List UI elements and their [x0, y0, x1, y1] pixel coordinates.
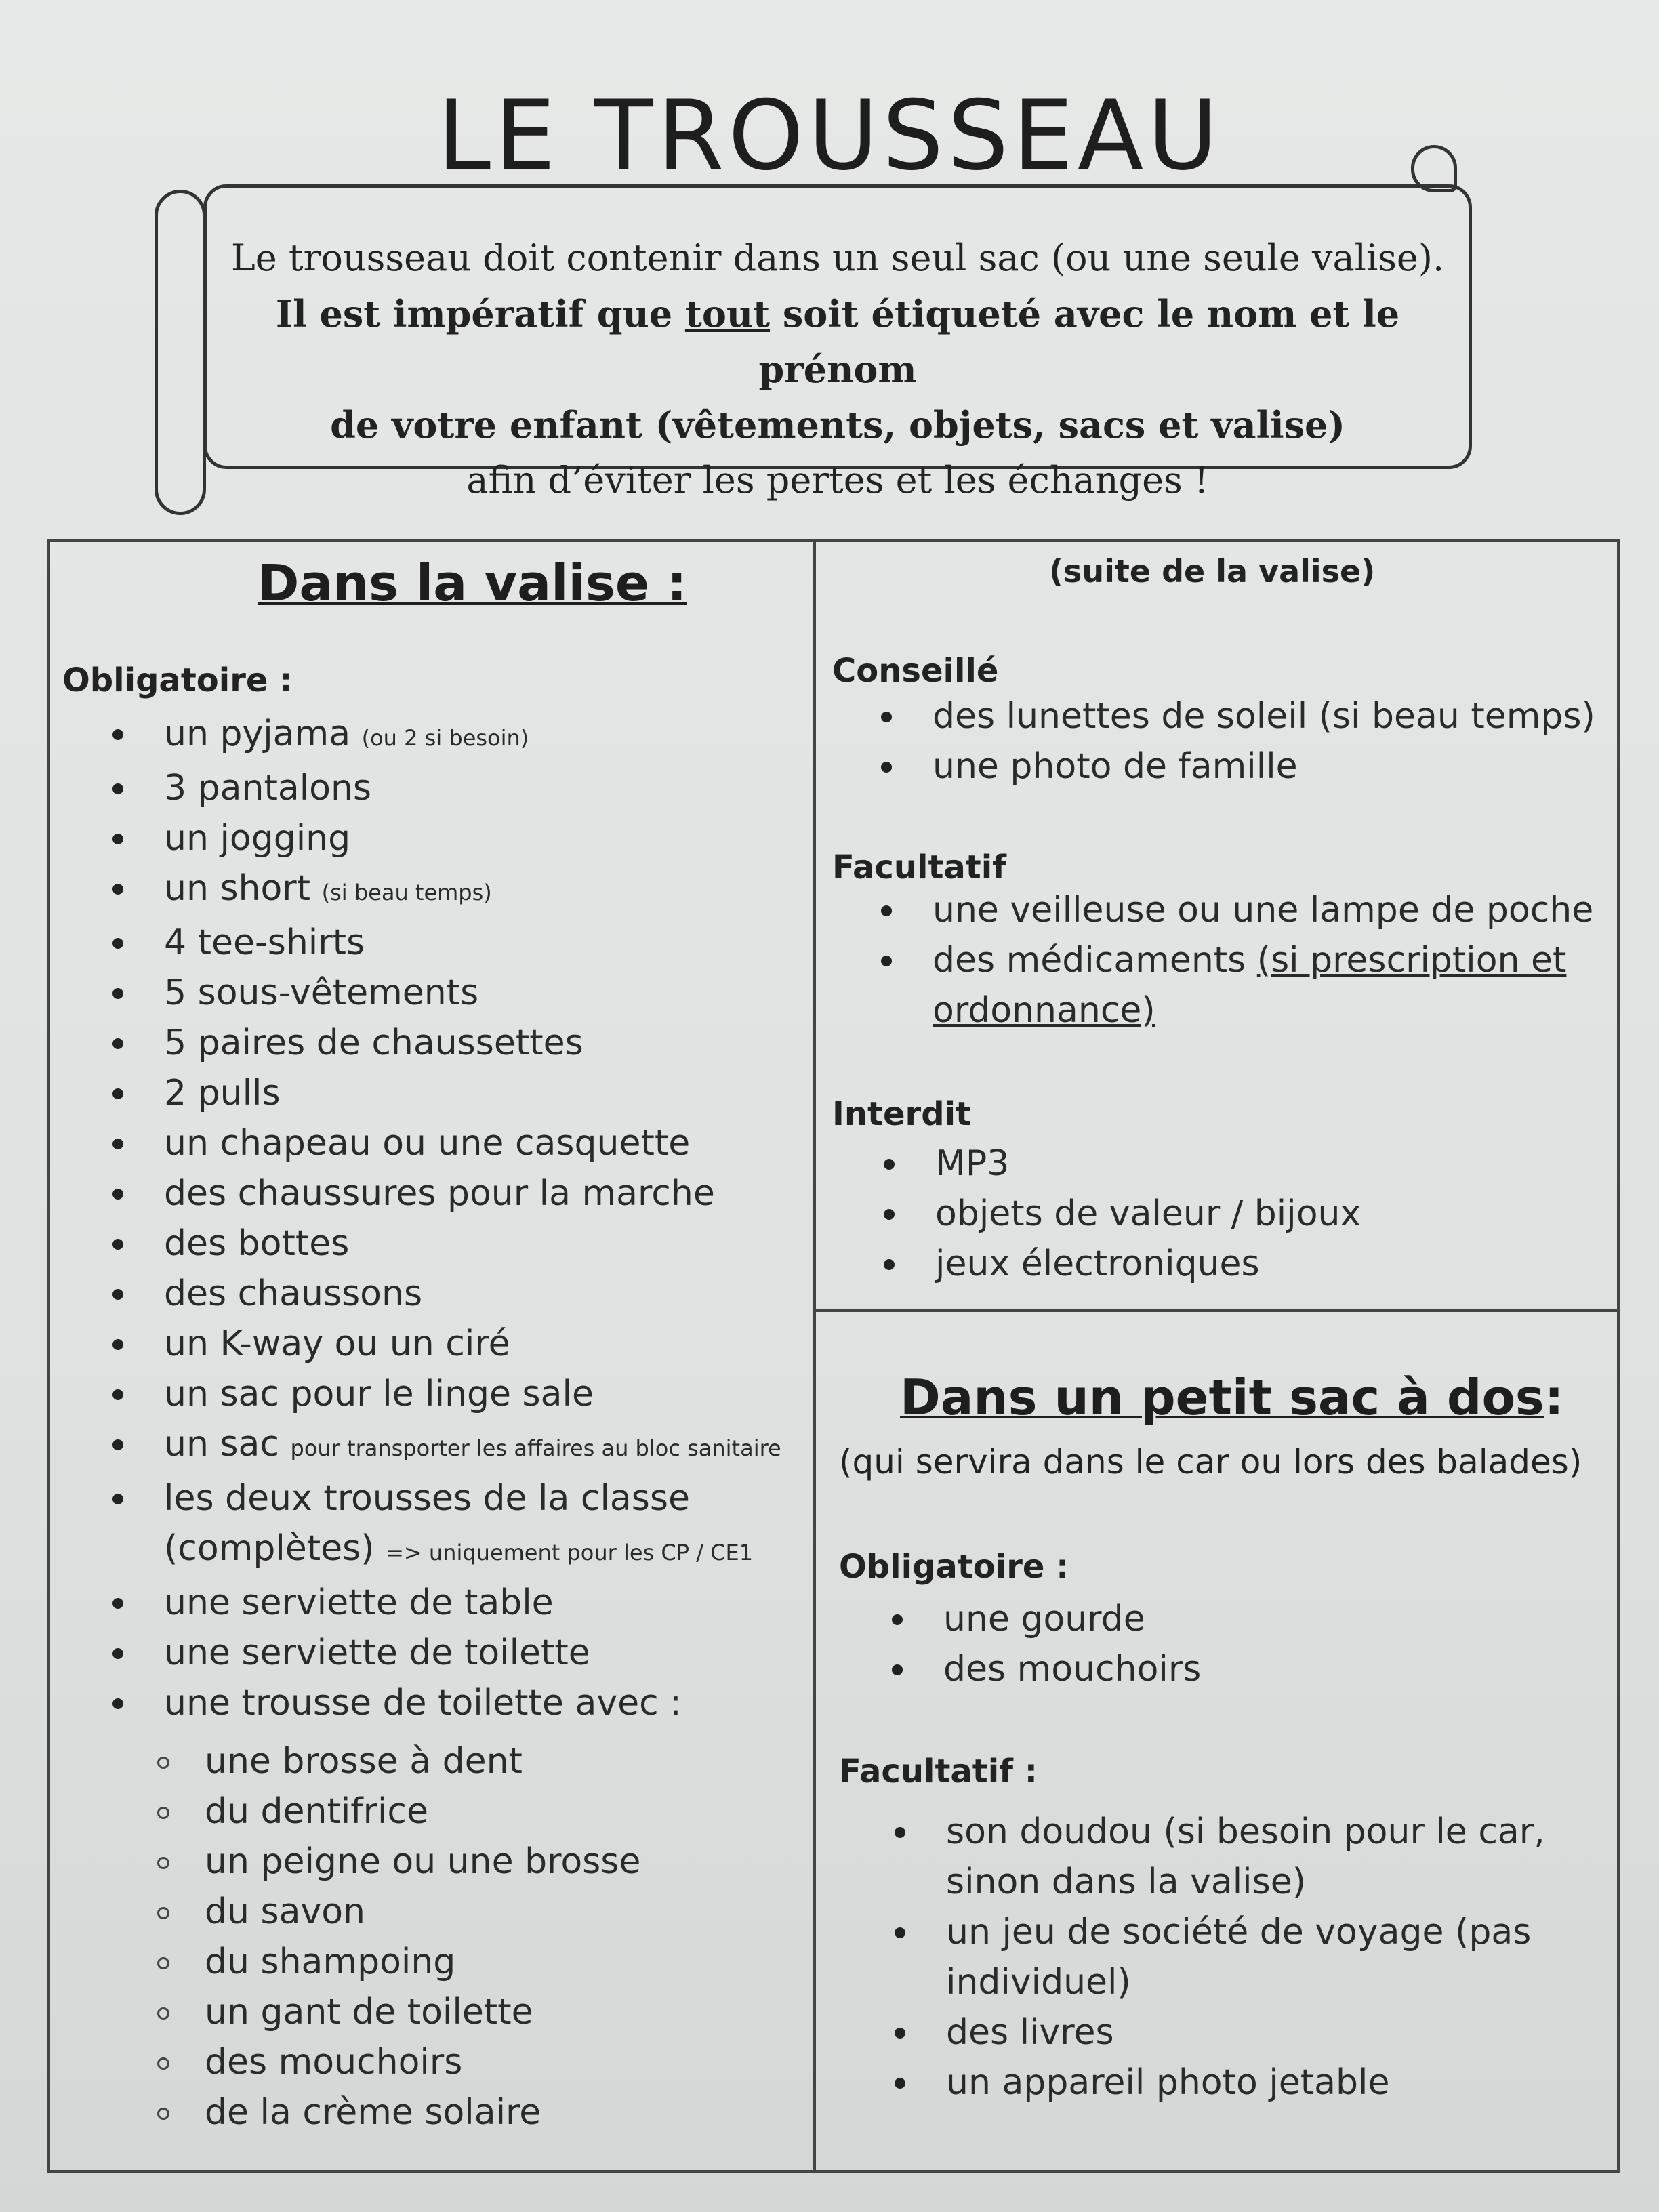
valise-list [164, 709, 781, 1728]
sac-facultatif-list-wrap [946, 1807, 1545, 2108]
interdit-list [935, 1139, 1361, 1289]
list-item: du dentifrice [205, 1786, 640, 1837]
page-title: LE TROUSSEAU [436, 80, 1223, 192]
list-item: de la crème solaire [205, 2087, 640, 2137]
banner-line-2 [203, 286, 1472, 397]
sac-facultatif-list [946, 1807, 1545, 2108]
list-item: un pyjama (ou 2 si besoin) [164, 709, 781, 763]
toilette-list [205, 1736, 640, 2137]
list-item: 4 tee-shirts [164, 918, 781, 968]
interdit-list-wrap [935, 1139, 1361, 1289]
list-item: jeux électroniques [935, 1239, 1361, 1289]
banner-line-1: Le trousseau doit contenir dans un seul sac (ou une seule valise). [230, 237, 1445, 279]
conseille-label: Conseillé [832, 652, 999, 690]
list-item-continuation: (complètes) => uniquement pour les CP / CE1 [164, 1528, 754, 1569]
list-item: une brosse à dent [205, 1736, 640, 1786]
valise-heading-wrap [258, 554, 687, 613]
facultatif-list [933, 885, 1593, 1036]
facultatif-list-wrap [933, 885, 1593, 1036]
list-item: une trousse de toilette avec : [164, 1678, 781, 1728]
scroll-roll-left-decoration [155, 190, 206, 515]
list-item: une serviette de toilette [164, 1628, 781, 1678]
list-item: des mouchoirs [205, 2037, 640, 2087]
list-item-continuation: ordonnance) [933, 990, 1155, 1031]
facultatif-label: Facultatif [832, 848, 1007, 886]
list-item: 2 pulls [164, 1068, 781, 1118]
sac-note-wrap [839, 1442, 1582, 1481]
list-item: des médicaments (si prescription et [933, 935, 1593, 985]
banner-line-3: de votre enfant (vêtements, objets, sacs et valise) [330, 403, 1345, 447]
list-item: un chapeau ou une casquette [164, 1118, 781, 1168]
list-item: un appareil photo jetable [946, 2057, 1545, 2108]
list-item: un K-way ou un ciré [164, 1319, 781, 1369]
list-item: les deux trousses de la classe [164, 1473, 781, 1523]
table-row-divider [816, 1309, 1620, 1312]
sac-facultatif-label-wrap [839, 1753, 1038, 1790]
sac-obligatoire-list [943, 1594, 1201, 1694]
list-item: des bottes [164, 1218, 781, 1269]
list-item: 5 sous-vêtements [164, 968, 781, 1018]
list-item: un short (si beau temps) [164, 863, 781, 918]
list-item: du shampoing [205, 1937, 640, 1987]
list-item: des chaussures pour la marche [164, 1168, 781, 1218]
list-item: des lunettes de soleil (si beau temps) [933, 691, 1595, 741]
suite-heading-wrap [1049, 553, 1375, 590]
list-item: son doudou (si besoin pour le car, [946, 1807, 1545, 1857]
list-item: une veilleuse ou une lampe de poche [933, 885, 1593, 935]
valise-list-wrap [164, 709, 781, 1728]
list-item: des livres [946, 2007, 1545, 2057]
list-item: une serviette de table [164, 1578, 781, 1628]
list-item: 3 pantalons [164, 763, 781, 813]
conseille-label-wrap [832, 652, 998, 690]
sac-heading-wrap [900, 1369, 1564, 1426]
sac-note: (qui servira dans le car ou lors des balades) [839, 1442, 1582, 1481]
list-item-continuation: individuel) [946, 1962, 1131, 2003]
valise-heading: Dans la valise : [258, 554, 687, 613]
sac-obligatoire-label-wrap [839, 1548, 1069, 1586]
list-item: des mouchoirs [943, 1644, 1201, 1694]
list-item: MP3 [935, 1139, 1361, 1189]
conseille-list-wrap [933, 691, 1595, 792]
interdit-label-wrap [832, 1095, 971, 1133]
sac-facultatif-label: Facultatif : [839, 1753, 1038, 1790]
banner-text [203, 230, 1472, 508]
list-item: un gant de toilette [205, 1987, 640, 2037]
list-item: objets de valeur / bijoux [935, 1189, 1361, 1239]
list-item: du savon [205, 1887, 640, 1937]
list-item: un sac pour le linge sale [164, 1369, 781, 1419]
interdit-label: Interdit [832, 1095, 971, 1133]
list-item: un jeu de société de voyage (pas [946, 1907, 1545, 1957]
list-item: une photo de famille [933, 741, 1595, 792]
banner-line-2-underlined: tout [684, 292, 771, 335]
banner-line-4: afin d’éviter les pertes et les échanges ! [466, 459, 1209, 501]
list-item: un jogging [164, 813, 781, 863]
valise-obligatoire-label: Obligatoire : [62, 661, 293, 699]
list-item-continuation: sinon dans la valise) [946, 1862, 1306, 1902]
list-item: 5 paires de chaussettes [164, 1018, 781, 1068]
conseille-list [933, 691, 1595, 792]
list-item: un peigne ou une brosse [205, 1837, 640, 1887]
list-item: une gourde [943, 1594, 1201, 1644]
banner-line-2-start: Il est impératif que [275, 292, 685, 335]
table-column-divider [813, 539, 816, 2173]
banner-line-2-end: soit étiqueté avec le nom et le prénom [758, 292, 1400, 391]
toilette-list-wrap [205, 1736, 640, 2137]
scroll-roll-right-decoration [1411, 145, 1457, 192]
facultatif-label-wrap [832, 848, 1006, 886]
list-item: un sac pour transporter les affaires au bloc sanitaire [164, 1419, 781, 1473]
sac-obligatoire-label: Obligatoire : [839, 1548, 1069, 1586]
suite-heading: (suite de la valise) [1049, 553, 1376, 590]
sac-obligatoire-list-wrap [943, 1594, 1201, 1694]
list-item: des chaussons [164, 1269, 781, 1319]
sac-heading: Dans un petit sac à dos: [900, 1369, 1564, 1426]
valise-obligatoire-label-wrap [62, 661, 292, 699]
